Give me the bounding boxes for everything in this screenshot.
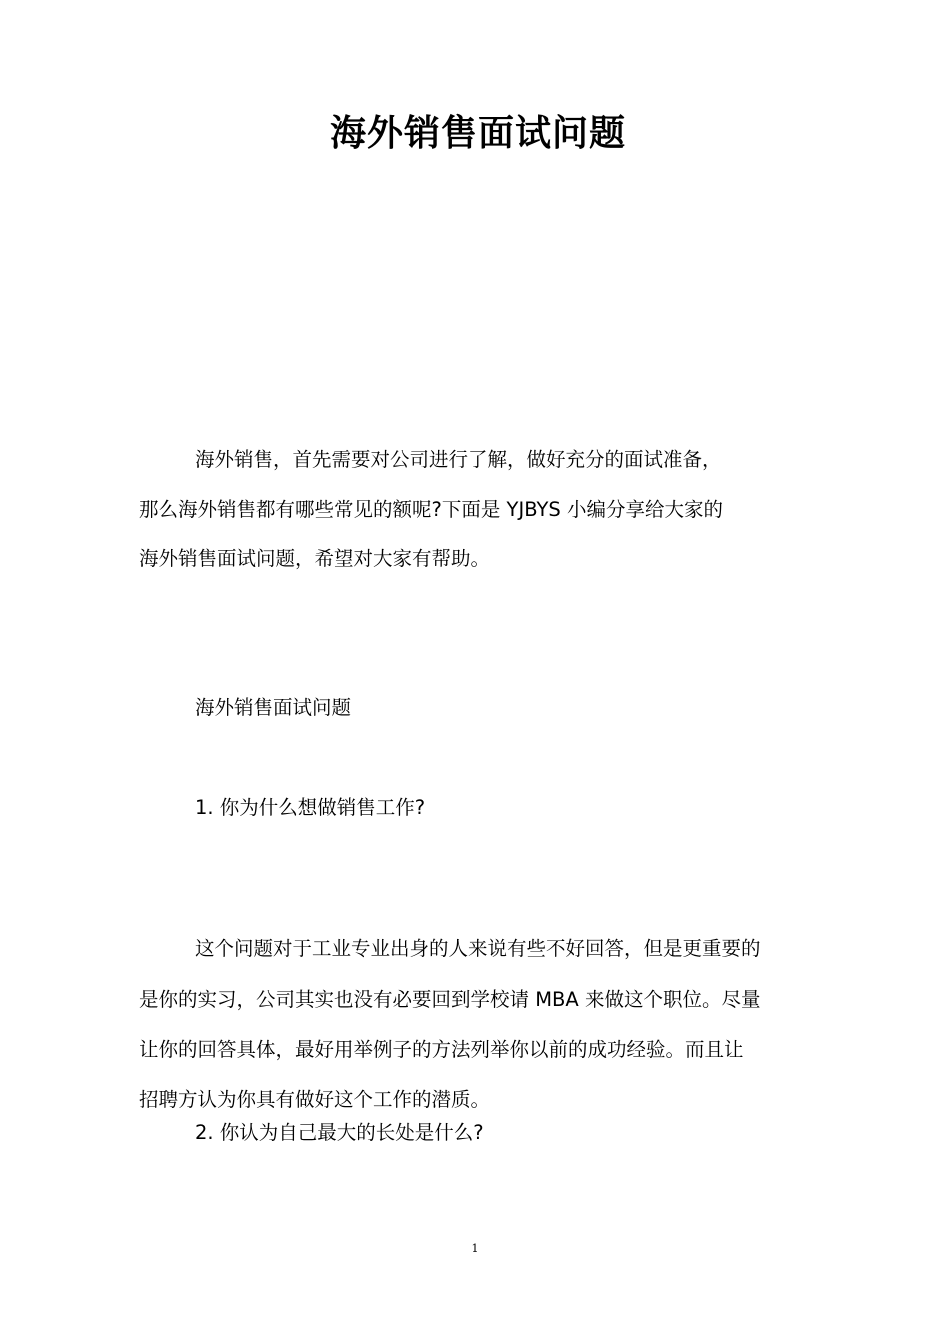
document-title: 海外销售面试问题 (329, 113, 626, 154)
intro-line-3: 海外销售面试问题，希望对大家有帮助。 (139, 547, 491, 570)
question-1: 1. 你为什么想做销售工作? (195, 796, 426, 819)
answer-1-line-3: 让你的回答具体，最好用举例子的方法列举你以前的成功经验。而且让 (139, 1038, 744, 1061)
intro-line-1: 海外销售，首先需要对公司进行了解，做好充分的面试准备， (195, 448, 722, 471)
intro-line-2: 那么海外销售都有哪些常见的额呢?下面是 YJBYS 小编分享给大家的 (139, 498, 724, 521)
page-number: 1 (471, 1242, 479, 1255)
section-heading: 海外销售面试问题 (195, 696, 352, 719)
answer-1-line-1: 这个问题对于工业专业出身的人来说有些不好回答，但是更重要的 (195, 937, 761, 960)
question-2: 2. 你认为自己最大的长处是什么? (195, 1121, 484, 1144)
answer-1-line-4: 招聘方认为你具有做好这个工作的潜质。 (139, 1088, 491, 1111)
answer-1-line-2: 是你的实习，公司其实也没有必要回到学校请 MBA 来做这个职位。尽量 (139, 988, 761, 1011)
